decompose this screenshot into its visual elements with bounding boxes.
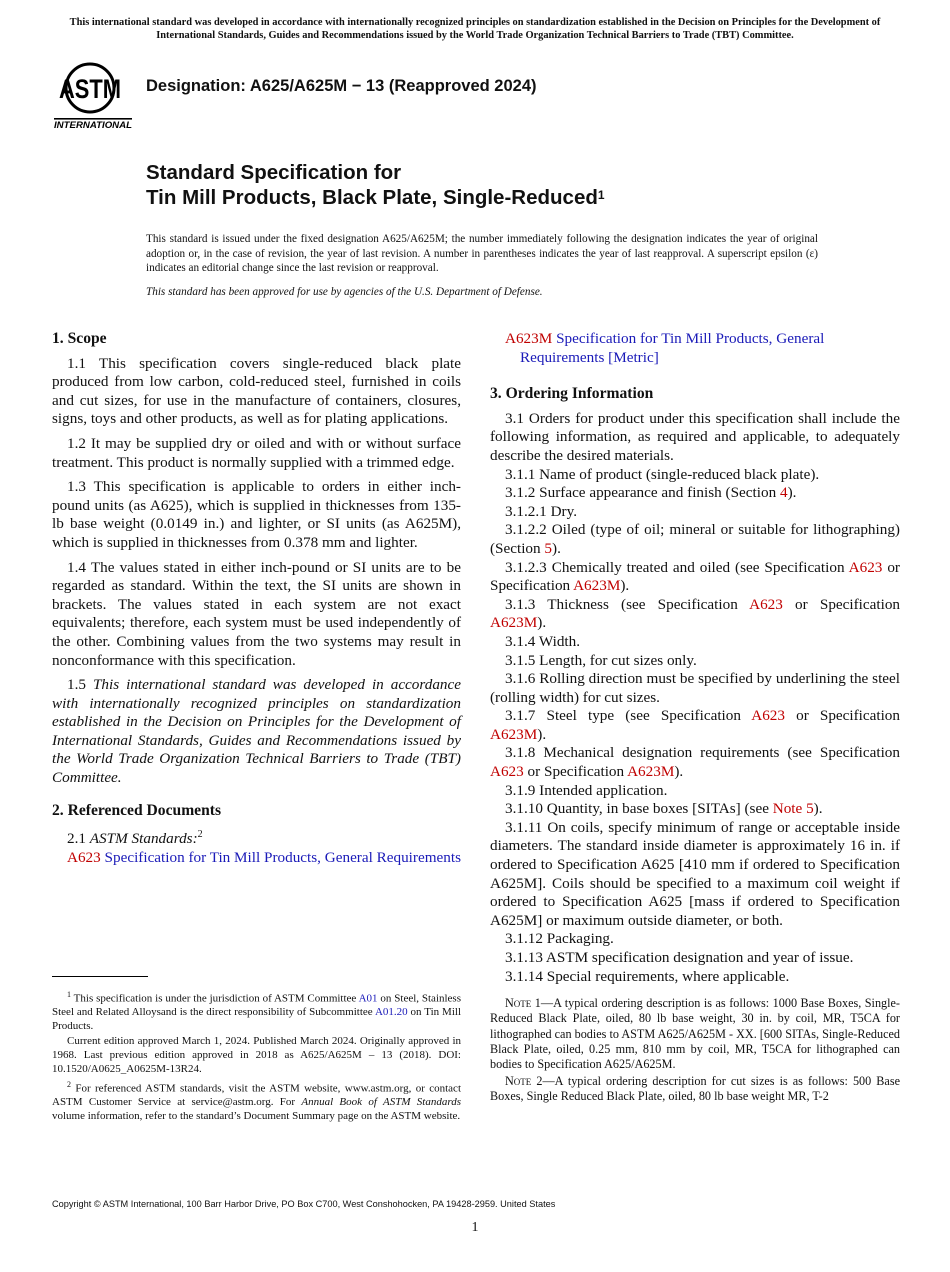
footnote-2-marker[interactable]: 2 (197, 829, 203, 841)
para-3-1-7-or: or Specification (784, 707, 900, 725)
para-3-1-7-end: ). (537, 725, 547, 743)
reference-a623m (505, 330, 900, 367)
section-scope-heading: 1. Scope (52, 330, 107, 347)
para-3-1-5: 3.1.5 Length, for cut sizes only. (505, 651, 697, 669)
note-2-label: Note 2 (505, 1074, 543, 1089)
para-3-1-2-text: 3.1.2 Surface appearance and finish (Section (505, 484, 780, 502)
note-1-text: —A typical ordering description is as follows: 1000 Base Boxes, Single-Reduced Black Plate, oiled, 80 lb base weight, 30 in. by coil, MR, T5CA for lithographed can bodies to ASTM A625/A625M - XX. [600 SITAs, Single-Reduced Black Plate, oiled, 0.25 mm, 810 mm by coil, MR, T5CA for lithographed can bodies to Specification A625/A625M. (490, 996, 900, 1071)
para-3-1-3 (490, 596, 900, 633)
para-3-1-2-3-text: 3.1.2.3 Chemically treated and oiled (see Specification (505, 558, 849, 576)
title-text: Tin Mill Products, Black Plate, Single-Reduced (146, 186, 598, 209)
top-notice: This international standard was developed in accordance with internationally recognized principles on standardization established in the Decision on Principles for the Development of International Standards, Guides and Recommendations issued by the World Trade Organization Technical Barriers to Trade (TBT) Committee. (69, 17, 881, 41)
para-3-1-2-3 (490, 559, 900, 596)
footnote-2 (52, 1078, 461, 1123)
reference-a623m-title-link[interactable]: Specification for Tin Mill Products, General Requirements [Metric] (520, 330, 825, 366)
para-3-1-1: 3.1.1 Name of product (single-reduced black plate). (505, 465, 820, 483)
right-column (490, 330, 900, 1105)
committee-a01-link[interactable]: A01 (358, 992, 378, 1005)
para-3-1-7 (490, 707, 900, 744)
footnote-separator (52, 976, 148, 977)
section-4-link[interactable]: 4 (779, 484, 788, 502)
para-1-1: 1.1 This specification covers single-reduced black plate produced from low carbon, cold-reduced steel, furnished in coils and cut sizes, for use in the manufacture of containers, closures, signs, toys and other products, as well as for plating applications. (52, 354, 461, 428)
dod-approval-note: This standard has been approved for use by agencies of the U.S. Department of Defense. (146, 286, 543, 298)
para-3-1-10 (490, 800, 900, 819)
para-3-1-2 (490, 484, 900, 503)
a623m-link[interactable]: A623M (490, 725, 538, 743)
para-3-1-11: 3.1.11 On coils, specify minimum of range or acceptable inside diameters. The standard inside diameter is approximately 16 in. if ordered to Specification A625 [410 mm if ordered to Specification A625M]. Coils should be specified to a maximum coil weight if ordered to Specification A625 [mass if ordered to Specification A625M] or maximum outside diameter, or both. (490, 818, 900, 929)
note-5-link[interactable]: Note 5 (772, 800, 814, 818)
subcommittee-a01-20-link[interactable]: A01.20 (374, 1006, 408, 1019)
issuance-statement: This standard is issued under the fixed designation A625/A625M; the number immediately following the designation indicates the year of original adoption or, in the case of revision, the year of last revision. A number in parentheses indicates the year of last reapproval. A superscript epsilon (ε) indicates an editorial change since the last revision or reapproval. (146, 233, 818, 274)
para-3-1-3-or: or Specification (782, 595, 901, 613)
para-1-5-text: This international standard was developed in accordance with internationally recognized principles on standardization established in the Decision on Principles for the Development of International Standards, Guides and Recommendations issued by the World Trade Organization Technical Barriers to Trade (TBT) Committee. (52, 676, 462, 787)
para-2-1 (52, 826, 461, 849)
title-line-1: Standard Specification for (146, 161, 402, 184)
reference-a623m-code-link[interactable]: A623M (505, 330, 553, 347)
a623-link[interactable]: A623 (848, 558, 883, 576)
para-3-1-2-1: 3.1.2.1 Dry. (505, 502, 577, 520)
footnotes (52, 988, 461, 1126)
footnote-1 (52, 988, 461, 1033)
para-3-1-14: 3.1.14 Special requirements, where applicable. (505, 967, 790, 985)
section-ordering-heading: 3. Ordering Information (490, 385, 654, 403)
para-3-1-10-text: 3.1.10 Quantity, in base boxes [SITAs] (see (505, 800, 773, 818)
para-3-1-8-end: ). (674, 763, 684, 781)
footnote-1-text-a: This specification is under the jurisdiction of ASTM Committee (71, 992, 359, 1005)
footnote-2-annual-book: Annual Book of ASTM Standards (301, 1096, 461, 1109)
para-3-1-2-end: ). (787, 484, 797, 502)
page-number: 1 (471, 1220, 479, 1235)
a623m-link[interactable]: A623M (490, 614, 538, 632)
para-3-1-12: 3.1.12 Packaging. (505, 930, 614, 948)
para-3-1-3-text: 3.1.3 Thickness (see Specification (505, 595, 750, 613)
footnote-1-edition: Current edition approved March 1, 2024. Published March 2024. Originally approved in 1968. Last previous edition approved in 2018 as A625/A625M – 13 (2018). DOI: 10.1520/A0625_A0625M-13R24. (52, 1035, 461, 1075)
para-3-1-6: 3.1.6 Rolling direction must be specified by underlining the steel (rolling width) for cut sizes. (490, 670, 900, 706)
para-2-1-number: 2.1 (67, 830, 90, 848)
para-3-1-8-or: or Specification (523, 763, 628, 781)
copyright-notice: Copyright © ASTM International, 100 Barr Harbor Drive, PO Box C700, West Conshohocken, PA 19428-2959. United States (52, 1199, 556, 1209)
astm-logo-icon (52, 56, 136, 132)
reference-a623-title-link[interactable]: Specification for Tin Mill Products, General Requirements (100, 848, 461, 866)
footnote-1-number: 1 (67, 990, 71, 999)
para-3-1: 3.1 Orders for product under this specification shall include the following information, as required and applicable, to adequately describe the desired materials. (490, 409, 900, 464)
document-title (146, 160, 605, 210)
a623m-link[interactable]: A623M (573, 577, 621, 595)
para-3-1-3-end: ). (537, 614, 547, 632)
para-3-1-4: 3.1.4 Width. (505, 632, 581, 650)
para-1-3: 1.3 This specification is applicable to orders in either inch-pound units (as A625), which is supplied in thicknesses from 135-lb base weight (0.0149 in.) and lighter, or SI units (as A625M), which is supplied in thicknesses from 0.378 mm and lighter. (52, 478, 461, 551)
a623m-link[interactable]: A623M (627, 763, 675, 781)
section-5-link[interactable]: 5 (544, 539, 553, 557)
para-3-1-2-2 (490, 521, 900, 558)
note-1-label: Note 1 (505, 996, 541, 1011)
para-3-1-2-3-end: ). (620, 577, 630, 595)
designation: Designation: A625/A625M − 13 (Reapproved 2024) (146, 77, 537, 95)
left-column (52, 330, 461, 872)
footnote-1-text-c: on Tin Mill Products. (52, 1006, 462, 1032)
footnote-2-number: 2 (67, 1080, 71, 1090)
title-line-2 (146, 185, 605, 210)
reference-a623 (67, 849, 461, 868)
note-2 (490, 1074, 900, 1104)
a623-link[interactable]: A623 (751, 707, 785, 725)
para-3-1-10-end: ). (813, 800, 823, 818)
para-1-5 (52, 676, 461, 788)
footnote-2-text-b: volume information, refer to the standard’s Document Summary page on the ASTM website. (52, 1110, 461, 1123)
note-1 (490, 996, 900, 1072)
para-3-1-8-text: 3.1.8 Mechanical designation requirements (see Specification (505, 744, 900, 762)
para-3-1-2-2-text: 3.1.2.2 Oiled (type of oil; mineral or suitable for lithographing) (Section (490, 521, 900, 557)
footnote-1-text-b: on Steel, Stainless Steel and Related Alloysand is the direct responsibility of Subcommittee (52, 992, 461, 1019)
logo-text: ASTM (59, 74, 121, 104)
title-footnote-marker[interactable]: 1 (597, 188, 605, 202)
a623-link[interactable]: A623 (490, 763, 524, 781)
note-2-text: —A typical ordering description for cut sizes is as follows: 500 Base Boxes, Single Reduced Black Plate, oiled, 80 lb base weight MR, T-2 (490, 1074, 900, 1104)
para-3-1-13: 3.1.13 ASTM specification designation and year of issue. (505, 949, 854, 966)
logo-subtext: INTERNATIONAL (54, 120, 133, 131)
para-1-5-number: 1.5 (67, 676, 93, 694)
footnote-2-text-a: For referenced ASTM standards, visit the ASTM website, www.astm.org, or contact ASTM Customer Service at service@astm.org. For (52, 1082, 461, 1109)
para-1-4: 1.4 The values stated in either inch-pound or SI units are to be regarded as standard. Within the text, the SI units are shown in brackets. The values stated in each system are not exact equivalents; therefore, each system must be used independently of the other. Combining values from the two systems may result in nonconformance with this specification. (52, 558, 461, 669)
para-3-1-2-3-or: or Specification (490, 558, 900, 595)
reference-a623-code-link[interactable]: A623 (67, 848, 101, 866)
astm-standards-label: ASTM Standards: (89, 830, 198, 848)
para-3-1-9: 3.1.9 Intended application. (505, 781, 668, 799)
para-3-1-7-text: 3.1.7 Steel type (see Specification (505, 707, 752, 725)
para-3-1-8 (490, 744, 900, 781)
para-1-2: 1.2 It may be supplied dry or oiled and with or without surface treatment. This product is normally supplied with a trimmed edge. (52, 434, 461, 471)
para-3-1-2-2-end: ). (552, 539, 561, 557)
a623-link[interactable]: A623 (749, 595, 783, 613)
section-refdocs-heading: 2. Referenced Documents (52, 801, 222, 819)
